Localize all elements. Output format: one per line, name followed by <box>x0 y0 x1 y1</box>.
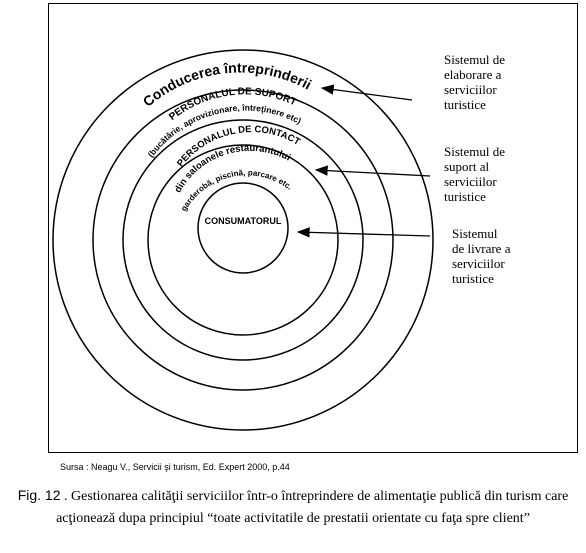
support-detail: (bucătărie, aprovizionare, întreţinere etc) <box>145 102 304 160</box>
label-sistem-suport: Sistemul de suport al serviciilor turistice <box>444 144 506 204</box>
arrow-elaborare <box>322 88 412 100</box>
outer-ring-title: Conducerea întreprinderii <box>139 59 315 110</box>
figure-caption <box>0 484 586 530</box>
label-sistem-livrare: Sistemul de livrare a serviciilor turistice <box>452 226 511 286</box>
arrow-suport <box>316 170 430 176</box>
figure-number: Fig. 12 <box>17 487 61 503</box>
contact-title: PERSONALUL DE CONTACT <box>175 123 302 170</box>
ring-consumator <box>198 183 288 273</box>
caption-text: . Gestionarea calităţii serviciilor într-o întreprindere de alimentaţie publică din turism care acţionează dupa principiul “toate activitatile de prestatii orientate cu faţa spre client” <box>56 489 569 526</box>
center-title: CONSUMATORUL <box>204 216 282 226</box>
contact-detail-2: garderobă, piscină, parcare etc. <box>179 168 294 213</box>
contact-detail-1: din saloanele restaurantului <box>172 142 293 195</box>
label-sistem-elaborare: Sistemul de elaborare a serviciilor turistice <box>444 52 506 112</box>
arrow-livrare <box>298 232 430 236</box>
source-note: Sursa : Neagu V., Servicii şi turism, Ed. Expert 2000, p.44 <box>60 462 290 472</box>
support-title: PERSONALUL DE SUPORT <box>167 86 298 123</box>
ring-suport <box>123 120 363 360</box>
